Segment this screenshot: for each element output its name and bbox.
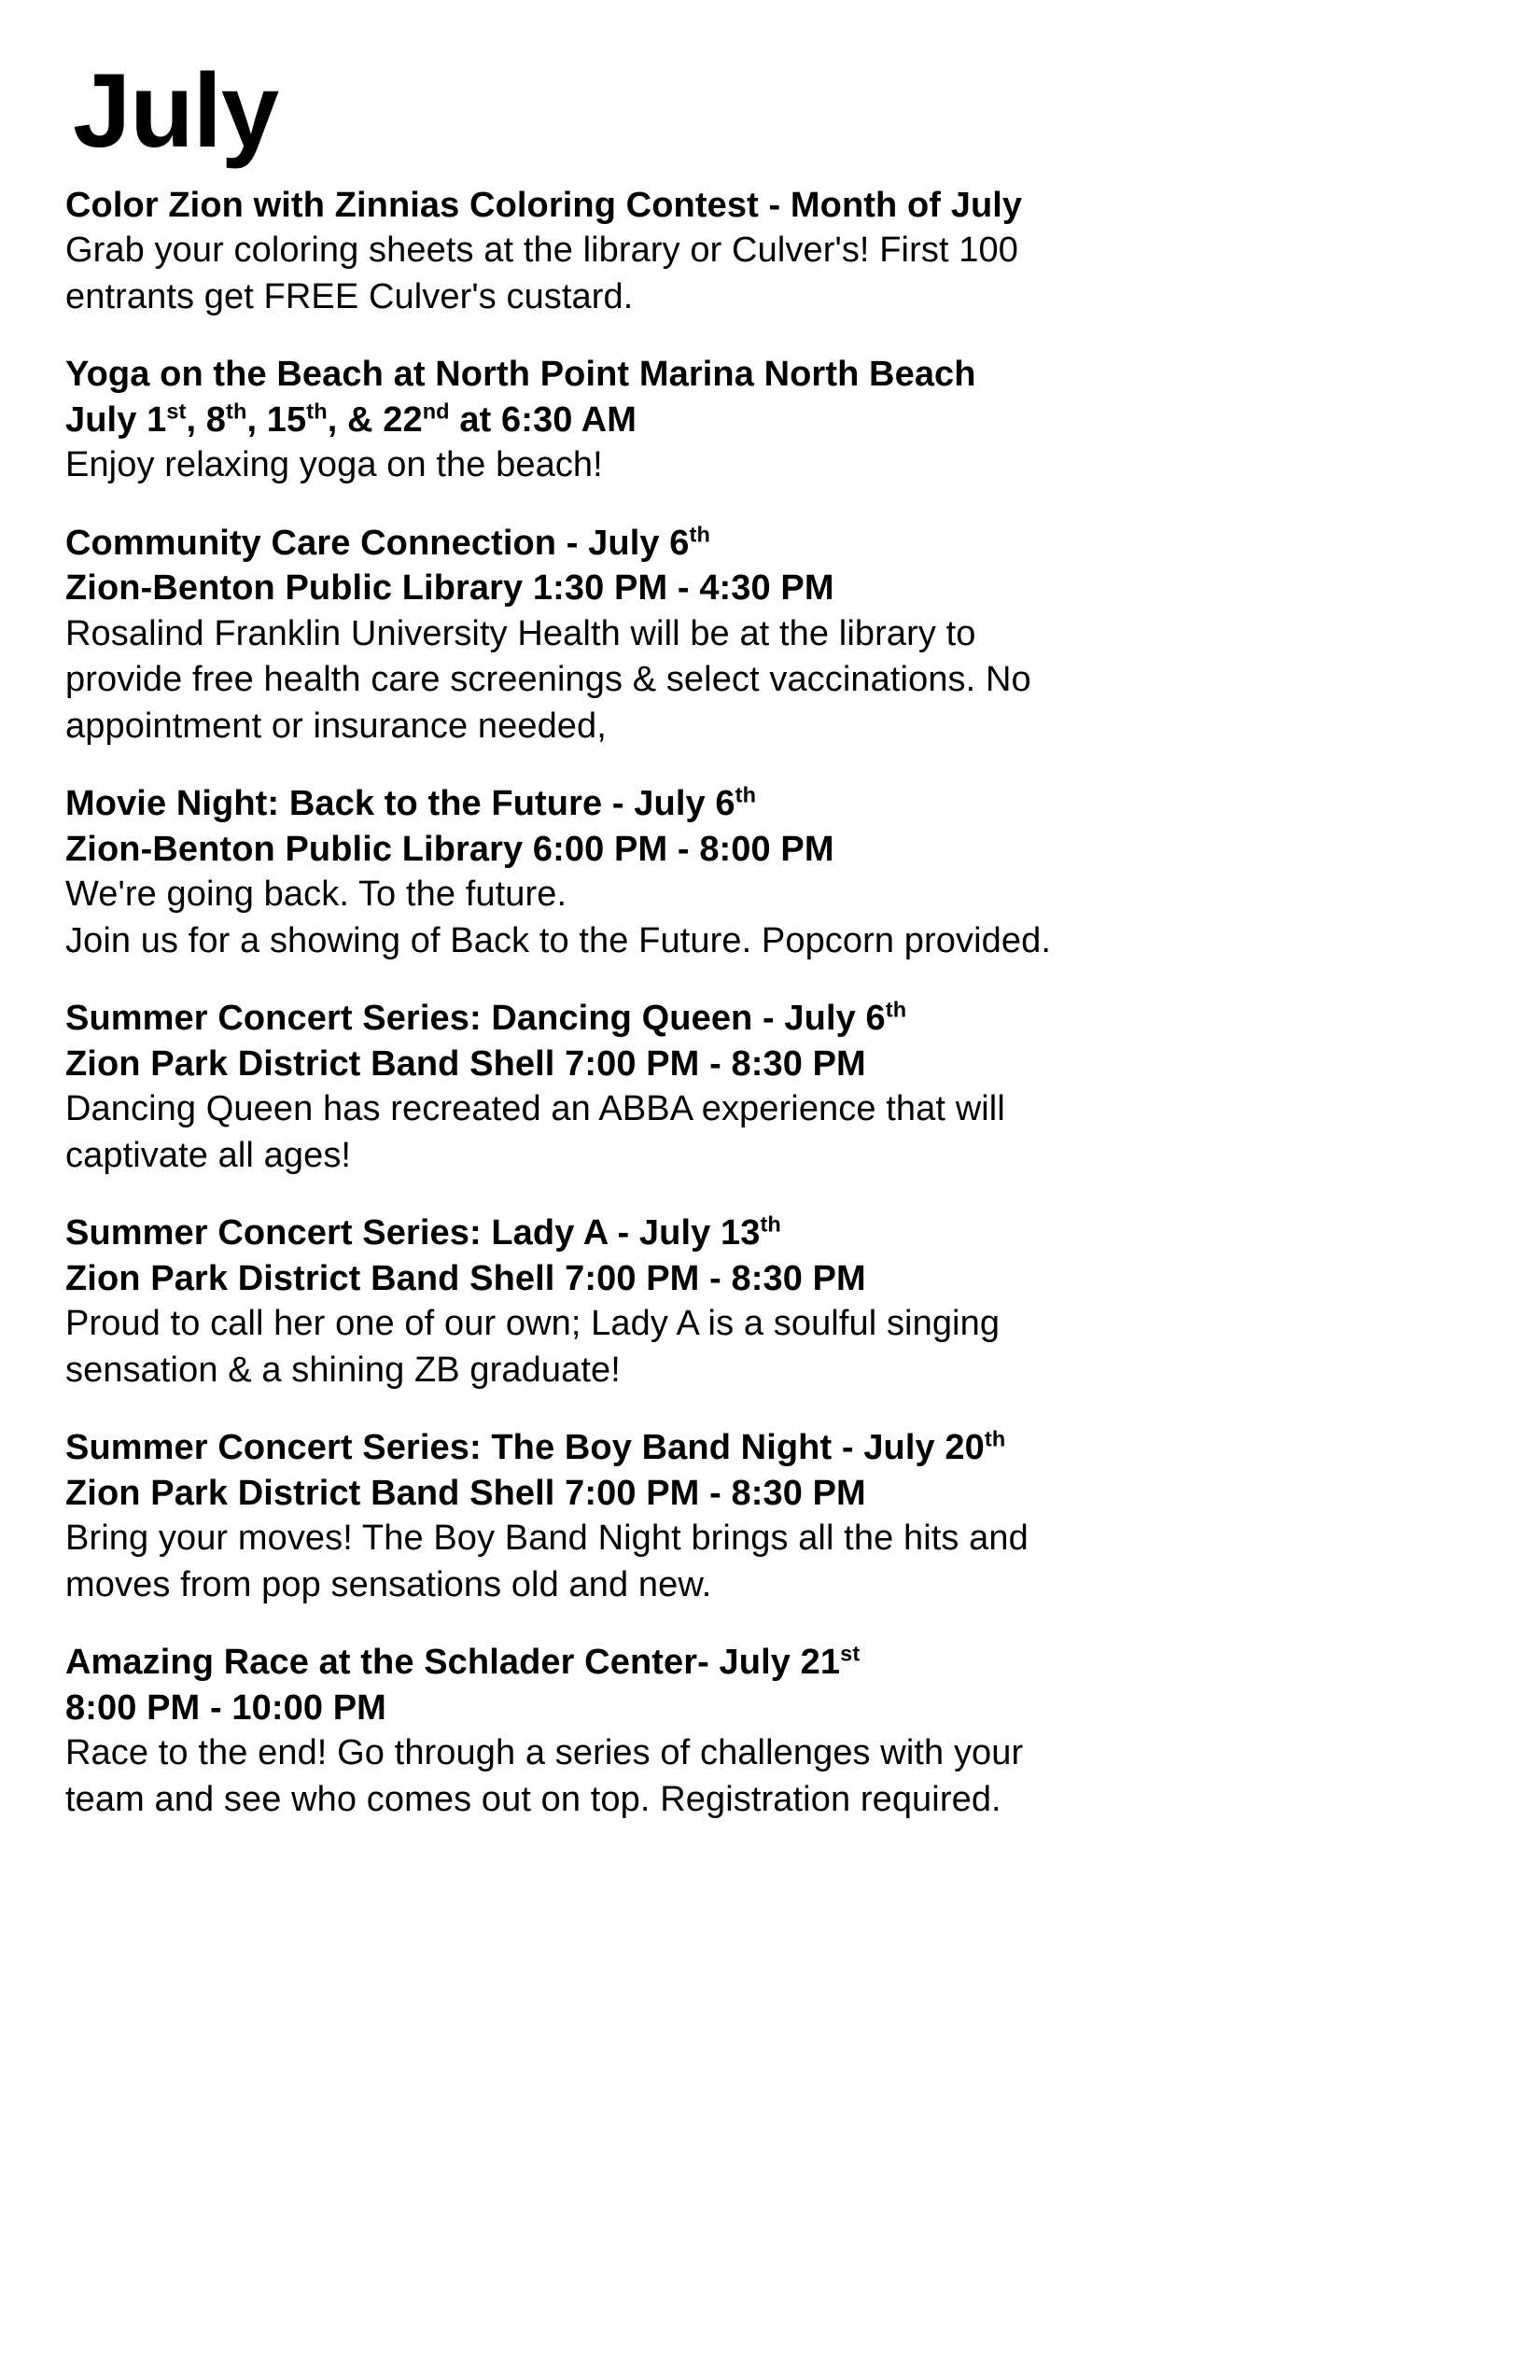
event-description-line: entrants get FREE Culver's custard. [65,276,634,316]
event-title: Movie Night: Back to the Future - July 6th [65,782,757,824]
event-description-line: Enjoy relaxing yoga on the beach! [65,445,603,485]
event-title: Summer Concert Series: Lady A - July 13th [65,1211,781,1253]
event-title: Yoga on the Beach at North Point Marina North Beach [65,355,976,394]
event-description-line: Join us for a showing of Back to the Future. Popcorn provided. [65,920,1052,960]
event-description-line: Bring your moves! The Boy Band Night brings all the hits and [65,1519,1029,1559]
event-datetime: Zion Park District Band Shell 7:00 PM - 8:30 PM [65,1473,866,1513]
event-description-line: Dancing Queen has recreated an ABBA experience that will [65,1089,1005,1129]
event-item [65,1425,1475,1608]
event-item [65,352,1475,489]
event-description-line: Grab your coloring sheets at the library or Culver's! First 100 [65,231,1018,271]
event-description-line: Race to the end! Go through a series of challenges with your [65,1733,1024,1773]
event-datetime: Zion Park District Band Shell 7:00 PM - 8:30 PM [65,1043,866,1084]
event-item [65,781,1475,964]
event-item [65,1640,1475,1823]
event-description-line: provide free health care screenings & select vaccinations. No [65,660,1031,700]
event-list [65,183,1475,1824]
event-datetime: Zion-Benton Public Library 1:30 PM - 4:30 PM [65,568,834,609]
event-title: Summer Concert Series: The Boy Band Night - July 20th [65,1426,1006,1468]
event-title: Color Zion with Zinnias Coloring Contest - Month of July [65,185,1023,225]
event-description-line: moves from pop sensations old and new. [65,1564,712,1604]
event-description [65,1301,1475,1393]
event-item [65,996,1475,1179]
event-description [65,228,1475,320]
event-description [65,1086,1475,1179]
event-datetime: July 1st, 8th, 15th, & 22nd at 6:30 AM [65,398,637,440]
event-datetime: 8:00 PM - 10:00 PM [65,1687,386,1728]
event-item [65,1211,1475,1393]
event-description [65,1516,1475,1608]
event-title: Community Care Connection - July 6th [65,521,710,563]
page-title: July [73,52,279,169]
event-title: Summer Concert Series: Dancing Queen - July 6th [65,997,907,1039]
event-description-line: team and see who comes out on top. Registration required. [65,1779,1001,1819]
event-description-line: appointment or insurance needed, [65,706,607,746]
event-description-line: sensation & a shining ZB graduate! [65,1350,621,1390]
event-description [65,442,1475,488]
event-description [65,872,1475,964]
event-description-line: Proud to call her one of our own; Lady A is a soulful singing [65,1304,1001,1344]
event-datetime: Zion-Benton Public Library 6:00 PM - 8:00 PM [65,829,834,869]
event-description-line: captivate all ages! [65,1135,352,1175]
event-description-line: We're going back. To the future. [65,875,567,915]
event-description-line: Rosalind Franklin University Health will be at the library to [65,613,976,653]
event-datetime: Zion Park District Band Shell 7:00 PM - 8:30 PM [65,1258,866,1298]
event-description [65,611,1475,749]
event-item [65,521,1475,749]
event-title: Amazing Race at the Schlader Center- July 21st [65,1641,861,1683]
event-description [65,1730,1475,1823]
event-item [65,183,1475,320]
